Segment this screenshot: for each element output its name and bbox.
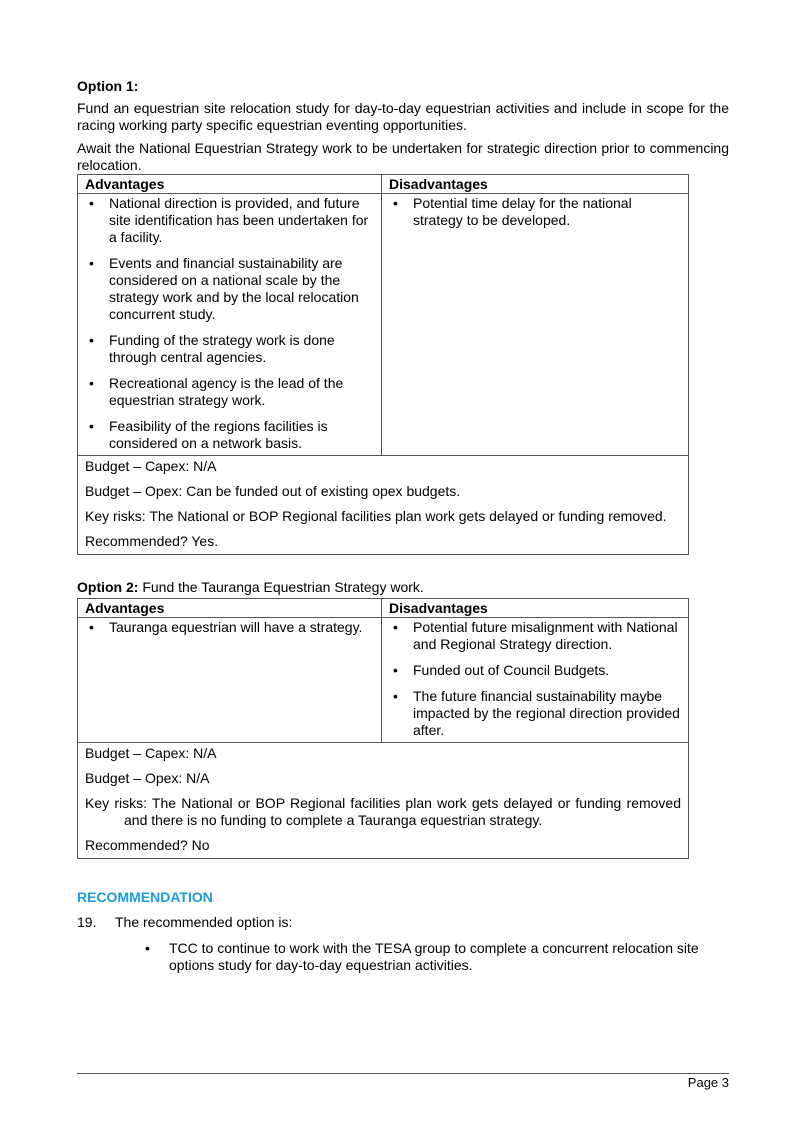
page-number: Page 3: [687, 1075, 729, 1090]
bullet-icon: •: [89, 195, 94, 211]
option2-advantages-list: [85, 619, 374, 636]
bullet-icon: •: [89, 255, 94, 271]
bullet-icon: •: [145, 940, 150, 956]
bullet-icon: •: [393, 688, 398, 704]
option1-advantages-header: Advantages: [78, 175, 382, 194]
option1-advantages-list: [85, 195, 374, 452]
recommendation-text: The recommended option is:: [115, 914, 293, 930]
option1-recommended: Recommended? Yes.: [85, 533, 219, 549]
list-item: • Recreational agency is the lead of the equestrian strategy work.: [89, 375, 344, 408]
bullet-icon: •: [393, 662, 398, 678]
recommendation-item: [77, 914, 729, 931]
option1-paragraph-2: Await the National Equestrian Strategy work to be undertaken for strategic direction prior to commencing relocation.: [77, 140, 729, 173]
option2-budget-cell: [78, 743, 689, 859]
footer-divider: [77, 1073, 729, 1074]
list-item: • Feasibility of the regions facilities is considered on a network basis.: [89, 418, 328, 451]
option1-disadvantages-header: Disadvantages: [382, 175, 689, 194]
list-item: • Potential future misalignment with National and Regional Strategy direction.: [393, 619, 678, 652]
recommendation-heading: RECOMMENDATION: [77, 889, 213, 905]
option1-capex: Budget – Capex: N/A: [85, 458, 217, 474]
list-item: • Funding of the strategy work is done through central agencies.: [89, 332, 335, 365]
option2-table: [77, 598, 689, 859]
bullet-icon: •: [89, 619, 94, 635]
option2-recommended: Recommended? No: [85, 837, 210, 853]
option2-disadvantages-header: Disadvantages: [382, 599, 689, 618]
recommendation-number: 19.: [77, 914, 97, 930]
list-item: • Tauranga equestrian will have a strategy.: [89, 619, 363, 635]
option2-advantages-header: Advantages: [78, 599, 382, 618]
option2-capex: Budget – Capex: N/A: [85, 745, 217, 761]
bullet-icon: •: [89, 332, 94, 348]
recommendation-bullet-text: TCC to continue to work with the TESA group to complete a concurrent relocation site options study for day-to-day equestrian activities.: [169, 940, 699, 973]
option1-heading: Option 1:: [77, 78, 139, 94]
list-item: • The future financial sustainability maybe impacted by the regional direction provided after.: [393, 688, 680, 738]
option1-budget-cell: [78, 456, 689, 555]
recommendation-bullet: [77, 940, 729, 974]
list-item: • Funded out of Council Budgets.: [393, 662, 610, 678]
list-item: • Events and financial sustainability are considered on a national scale by the strategy work and by the local relocation concurrent study.: [89, 255, 359, 322]
option2-heading-label: Option 2:: [77, 579, 139, 595]
option2-opex: Budget – Opex: N/A: [85, 770, 210, 786]
option1-key-risks: Key risks: The National or BOP Regional facilities plan work gets delayed or funding removed.: [85, 508, 667, 524]
option1-table: [77, 174, 689, 555]
option1-paragraph-1: Fund an equestrian site relocation study for day-to-day equestrian activities and include in scope for the racing working party specific equestrian eventing opportunities.: [77, 100, 729, 133]
option2-key-risks: Key risks: The National or BOP Regional facilities plan work gets delayed or funding removed and there is no funding to complete a Tauranga equestrian strategy.: [85, 795, 681, 828]
option2-heading-text: Fund the Tauranga Equestrian Strategy work.: [138, 579, 424, 595]
option1-disadvantages-list: [389, 195, 681, 229]
option2-disadvantages-list: [389, 619, 681, 739]
list-item: • National direction is provided, and future site identification has been undertaken for a facility.: [89, 195, 369, 245]
document-body: [77, 78, 729, 974]
bullet-icon: •: [393, 619, 398, 635]
option2-heading: [77, 579, 729, 596]
bullet-icon: •: [89, 375, 94, 391]
bullet-icon: •: [393, 195, 398, 211]
bullet-icon: •: [89, 418, 94, 434]
list-item: • Potential time delay for the national strategy to be developed.: [393, 195, 632, 228]
option1-opex: Budget – Opex: Can be funded out of existing opex budgets.: [85, 483, 461, 499]
